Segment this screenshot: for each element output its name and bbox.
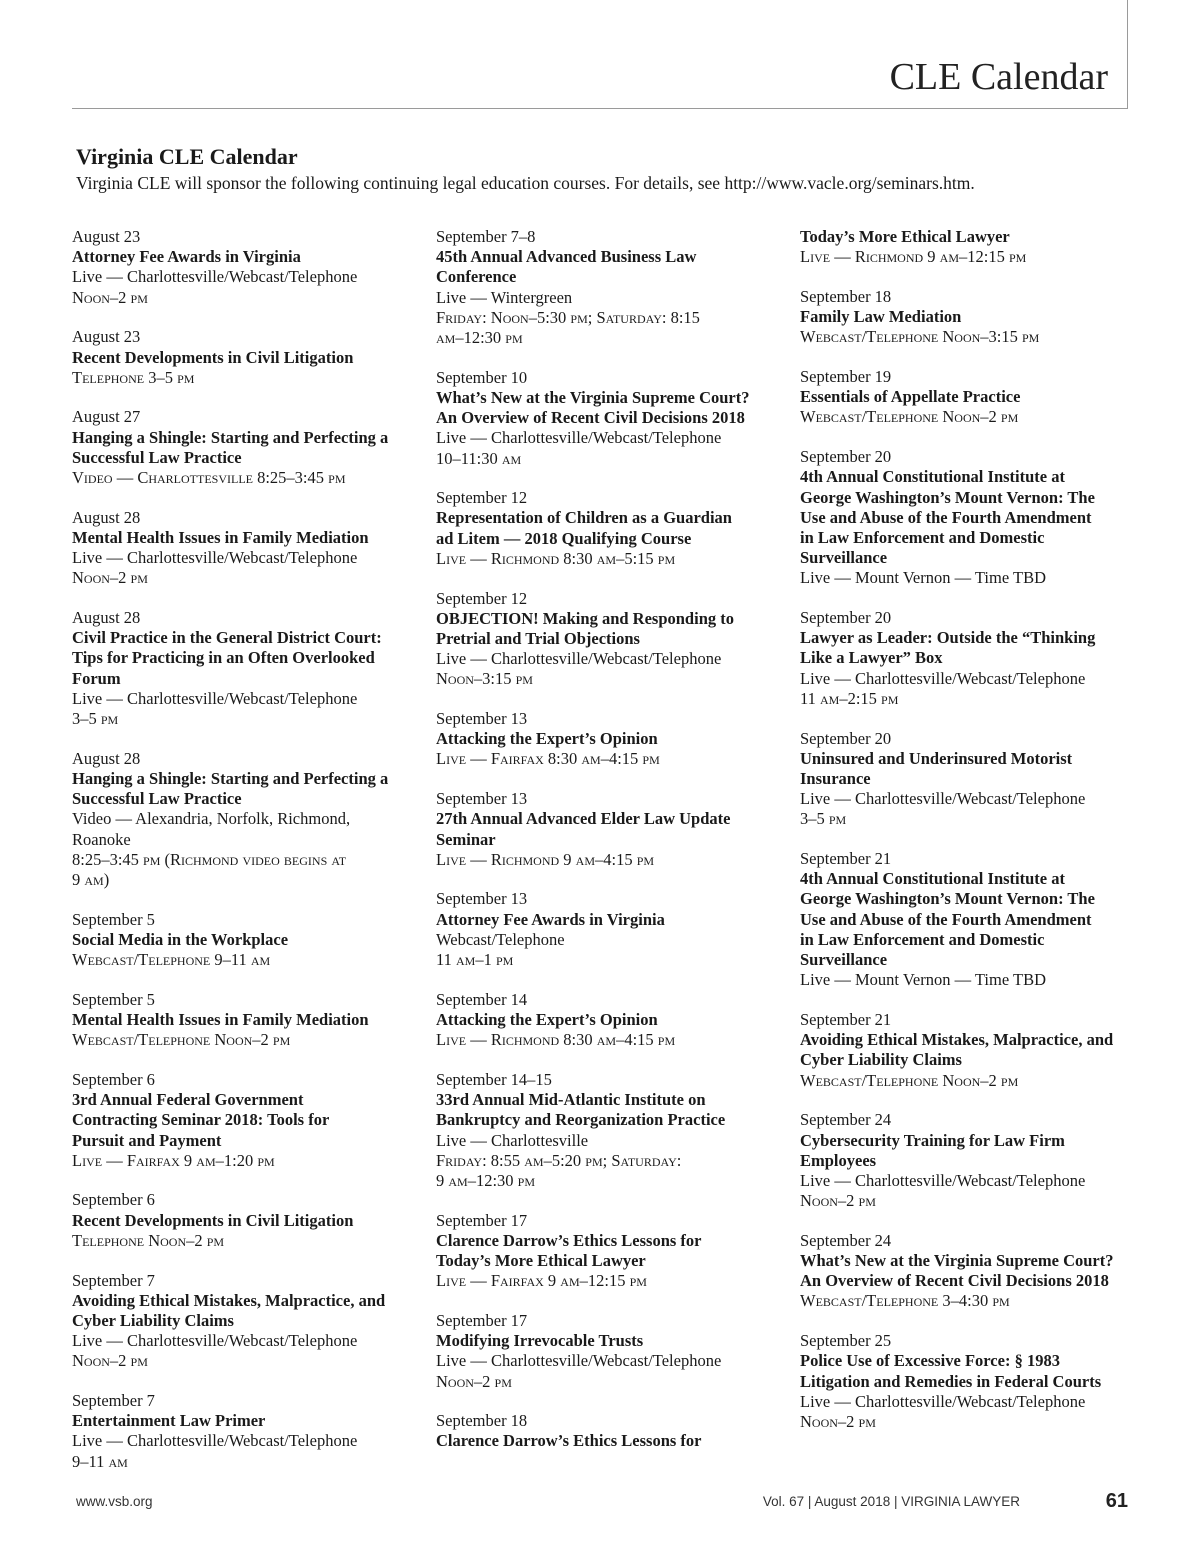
event-title: Like a Lawyer” Box [800,648,943,668]
event-date: September 13 [436,789,528,809]
event-date: September 21 [800,1010,892,1029]
event-title: What’s New at the Virginia Supreme Court? [436,387,750,407]
event-detail: Webcast/Telephone Noon–3:15 pm [800,327,1040,347]
event-detail: Noon–3:15 pm [436,669,533,689]
event-listing [72,407,440,488]
event-title: Civil Practice in the General District Court: [72,628,382,648]
header-vertical-rule [1127,0,1128,109]
event-listing [800,608,1140,709]
event-title: Today’s More Ethical Lawyer [800,227,1010,246]
event-title: Hanging a Shingle: Starting and Perfecting a [72,768,389,788]
event-detail: Live — Mount Vernon — Time TBD [800,568,1046,588]
event-title: Cyber Liability Claims [800,1050,962,1070]
event-date: September 20 [800,447,892,467]
events-column-2 [436,227,804,1471]
event-listing [72,910,440,971]
event-detail: Noon–2 pm [72,287,148,307]
event-title: Pretrial and Trial Objections [436,628,640,648]
event-listing [436,589,804,690]
footer-website: www.vsb.org [76,1494,153,1509]
event-title: Contracting Seminar 2018: Tools for [72,1110,330,1130]
event-date: September 17 [436,1310,528,1330]
page-number: 61 [1105,1490,1128,1512]
event-title: Conference [436,267,517,287]
event-date: September 5 [72,989,155,1009]
event-detail: Noon–2 pm [800,1191,876,1211]
event-detail: Live — Richmond 9 am–4:15 pm [436,849,655,869]
event-date: September 10 [436,367,528,387]
event-listing [72,990,440,1051]
event-title: Successful Law Practice [72,789,242,809]
calendar-intro: Virginia CLE will sponsor the following continuing legal education courses. For details, see http://www.vacle.org/seminars.htm. [76,173,975,193]
event-listing [800,1110,1140,1211]
event-detail: Friday: Noon–5:30 pm; Saturday: 8:15 [436,307,700,327]
event-detail: 9 am) [72,869,110,889]
event-title: 4th Annual Constitutional Institute at [800,467,1065,487]
event-date: September 5 [72,909,155,929]
event-listing [800,729,1140,830]
event-detail: Live — Wintergreen [436,287,573,307]
event-title: Seminar [436,829,496,849]
event-title: in Law Enforcement and Domestic [800,929,1045,949]
section-title: CLE Calendar [889,56,1108,98]
event-detail: Telephone 3–5 pm [72,367,195,387]
event-title: Attorney Fee Awards in Virginia [436,909,665,929]
event-detail: Video — Alexandria, Norfolk, Richmond, [72,809,351,829]
event-detail: 3–5 pm [800,809,847,829]
event-detail: Telephone Noon–2 pm [72,1230,225,1250]
event-listing [72,1070,440,1171]
event-title: Clarence Darrow’s Ethics Lessons for [436,1431,702,1451]
event-title: Avoiding Ethical Mistakes, Malpractice, and [72,1290,386,1310]
event-title: Attorney Fee Awards in Virginia [72,247,301,267]
event-detail: Roanoke [72,829,131,849]
event-listing [800,1010,1140,1091]
event-detail: Noon–2 pm [800,1411,876,1431]
event-detail: Live — Charlottesville/Webcast/Telephone [72,267,358,287]
event-listing [436,1211,804,1292]
event-detail: Live — Fairfax 9 am–12:15 pm [436,1271,647,1291]
event-date: September 7–8 [436,227,536,246]
event-date: August 28 [72,507,141,527]
event-detail: Noon–2 pm [72,568,148,588]
event-title: Bankruptcy and Reorganization Practice [436,1110,726,1130]
event-title: Litigation and Remedies in Federal Courts [800,1371,1102,1391]
event-title: Police Use of Excessive Force: § 1983 [800,1351,1060,1371]
event-date: September 14–15 [436,1069,552,1089]
event-date: August 28 [72,748,141,768]
event-date: September 17 [436,1210,528,1230]
event-detail: 10–11:30 am [436,448,522,468]
event-title: Use and Abuse of the Fourth Amendment [800,507,1092,527]
event-date: August 23 [72,327,141,347]
page-footer [72,1492,1128,1516]
event-title: Lawyer as Leader: Outside the “Thinking [800,628,1096,648]
event-listing [800,447,1140,588]
event-date: September 20 [800,728,892,748]
event-date: September 6 [72,1069,155,1089]
event-detail: Live — Charlottesville/Webcast/Telephone [800,668,1086,688]
event-listing [72,327,440,388]
event-detail: 11 am–2:15 pm [800,688,899,708]
event-detail: Live — Mount Vernon — Time TBD [800,970,1046,990]
event-date: September 6 [72,1190,155,1210]
event-title: Uninsured and Underinsured Motorist [800,748,1073,768]
event-title: Modifying Irrevocable Trusts [436,1331,644,1351]
event-detail: Friday: 8:55 am–5:20 pm; Saturday: [436,1150,682,1170]
event-title: Surveillance [800,950,888,970]
event-date: September 12 [436,588,528,608]
event-date: September 12 [436,488,528,508]
event-detail: 3–5 pm [72,709,119,729]
event-listing [72,1391,440,1472]
event-listing [436,709,804,770]
event-listing [72,227,440,308]
event-detail: Webcast/Telephone Noon–2 pm [800,1070,1019,1090]
event-title: Clarence Darrow’s Ethics Lessons for [436,1230,702,1250]
event-listing [436,1311,804,1392]
event-date: August 27 [72,407,141,427]
event-detail: Live — Richmond 9 am–12:15 pm [800,247,1027,267]
event-detail: Live — Charlottesville/Webcast/Telephone [72,548,358,568]
event-detail: Live — Charlottesville [436,1130,589,1150]
event-title: Representation of Children as a Guardian [436,508,732,528]
event-title: 33rd Annual Mid-Atlantic Institute on [436,1090,706,1110]
event-detail: Noon–2 pm [436,1371,512,1391]
event-title: Cybersecurity Training for Law Firm [800,1130,1065,1150]
event-title: 45th Annual Advanced Business Law [436,247,697,267]
events-column-1 [72,227,440,1491]
event-listing [72,608,440,729]
event-detail: 8:25–3:45 pm (Richmond video begins at [72,849,347,869]
event-date: September 13 [436,889,528,909]
event-detail: Live — Charlottesville/Webcast/Telephone [800,1170,1086,1190]
event-title: 4th Annual Constitutional Institute at [800,869,1065,889]
event-title: Insurance [800,768,871,788]
event-detail: Live — Charlottesville/Webcast/Telephone [72,1331,358,1351]
event-listing [800,849,1140,990]
event-date: September 20 [800,608,892,628]
event-date: September 18 [436,1411,528,1431]
calendar-title: Virginia CLE Calendar [76,144,298,169]
event-detail: 9 am–12:30 pm [436,1170,536,1190]
event-date: September 21 [800,849,892,869]
event-date: September 13 [436,709,528,729]
event-listing [800,227,1140,267]
event-listing [436,789,804,870]
event-detail: 11 am–1 pm [436,950,514,970]
event-detail: Webcast/Telephone Noon–2 pm [800,407,1019,427]
event-title: George Washington’s Mount Vernon: The [800,889,1095,909]
event-listing [436,488,804,569]
footer-publication: Vol. 67 | August 2018 | VIRGINIA LAWYER [762,1494,1020,1509]
event-detail: Webcast/Telephone Noon–2 pm [72,1030,291,1050]
event-detail: Webcast/Telephone 9–11 am [72,950,271,970]
event-listing [436,990,804,1051]
event-title: Recent Developments in Civil Litigation [72,1210,354,1230]
event-title: An Overview of Recent Civil Decisions 2018 [436,408,745,428]
event-title: Cyber Liability Claims [72,1310,234,1330]
event-date: August 28 [72,608,141,628]
event-listing [436,227,804,348]
event-title: An Overview of Recent Civil Decisions 2018 [800,1271,1109,1291]
event-listing [800,367,1140,428]
event-listing [72,1271,440,1372]
event-title: Employees [800,1150,877,1170]
event-detail: Live — Richmond 8:30 am–4:15 pm [436,1030,676,1050]
event-date: September 25 [800,1331,892,1351]
event-date: September 24 [800,1110,892,1130]
event-title: Attacking the Expert’s Opinion [436,1010,658,1029]
event-title: 3rd Annual Federal Government [72,1090,304,1110]
events-column-3 [800,227,1140,1452]
event-listing [436,1411,804,1451]
event-title: Surveillance [800,548,888,568]
event-detail: am–12:30 pm [436,328,523,348]
event-title: Entertainment Law Primer [72,1411,266,1431]
event-date: September 7 [72,1391,155,1411]
event-listing [436,1070,804,1191]
event-detail: Live — Charlottesville/Webcast/Telephone [436,649,722,669]
event-title: Attacking the Expert’s Opinion [436,729,658,749]
event-title: Social Media in the Workplace [72,929,289,949]
event-listing [800,1331,1140,1432]
event-title: Family Law Mediation [800,307,962,327]
event-title: Today’s More Ethical Lawyer [436,1251,646,1271]
event-title: Mental Health Issues in Family Mediation [72,1010,369,1029]
event-detail: Video — Charlottesville 8:25–3:45 pm [72,468,346,488]
event-title: in Law Enforcement and Domestic [800,527,1045,547]
event-detail: Live — Charlottesville/Webcast/Telephone [800,1391,1086,1411]
event-title: Hanging a Shingle: Starting and Perfecting a [72,427,389,447]
event-title: Avoiding Ethical Mistakes, Malpractice, and [800,1030,1114,1050]
event-title: 27th Annual Advanced Elder Law Update [436,809,731,829]
event-detail: Live — Charlottesville/Webcast/Telephone [72,1431,358,1451]
event-listing [800,287,1140,348]
event-date: September 19 [800,367,892,387]
event-detail: Live — Fairfax 9 am–1:20 pm [72,1150,275,1170]
event-title: Tips for Practicing in an Often Overlooked [72,648,375,668]
event-listing [72,508,440,589]
event-listing [436,368,804,469]
event-detail: Live — Richmond 8:30 am–5:15 pm [436,548,676,568]
event-detail: 9–11 am [72,1451,128,1471]
event-title: Successful Law Practice [72,447,242,467]
event-listing [436,889,804,970]
event-date: September 14 [436,989,528,1009]
event-title: Forum [72,668,121,688]
header-rule [72,108,1128,109]
event-title: OBJECTION! Making and Responding to [436,608,734,628]
event-title: Use and Abuse of the Fourth Amendment [800,909,1092,929]
event-detail: Live — Charlottesville/Webcast/Telephone [800,789,1086,809]
event-listing [72,749,440,890]
event-detail: Live — Charlottesville/Webcast/Telephone [436,428,722,448]
event-date: September 24 [800,1230,892,1250]
event-listing [800,1231,1140,1312]
event-detail: Live — Charlottesville/Webcast/Telephone [72,688,358,708]
event-detail: Webcast/Telephone [436,929,565,949]
event-title: ad Litem — 2018 Qualifying Course [436,528,692,548]
event-title: Essentials of Appellate Practice [800,387,1021,407]
event-date: September 18 [800,286,892,306]
event-title: Pursuit and Payment [72,1130,222,1150]
event-title: Mental Health Issues in Family Mediation [72,527,369,547]
event-detail: Live — Fairfax 8:30 am–4:15 pm [436,749,660,769]
event-listing [72,1190,440,1251]
event-title: What’s New at the Virginia Supreme Court? [800,1251,1114,1271]
event-detail: Live — Charlottesville/Webcast/Telephone [436,1351,722,1371]
event-detail: Noon–2 pm [72,1351,148,1371]
event-date: August 23 [72,227,141,246]
event-detail: Webcast/Telephone 3–4:30 pm [800,1291,1010,1311]
event-title: George Washington’s Mount Vernon: The [800,487,1095,507]
event-title: Recent Developments in Civil Litigation [72,347,354,367]
event-date: September 7 [72,1270,155,1290]
